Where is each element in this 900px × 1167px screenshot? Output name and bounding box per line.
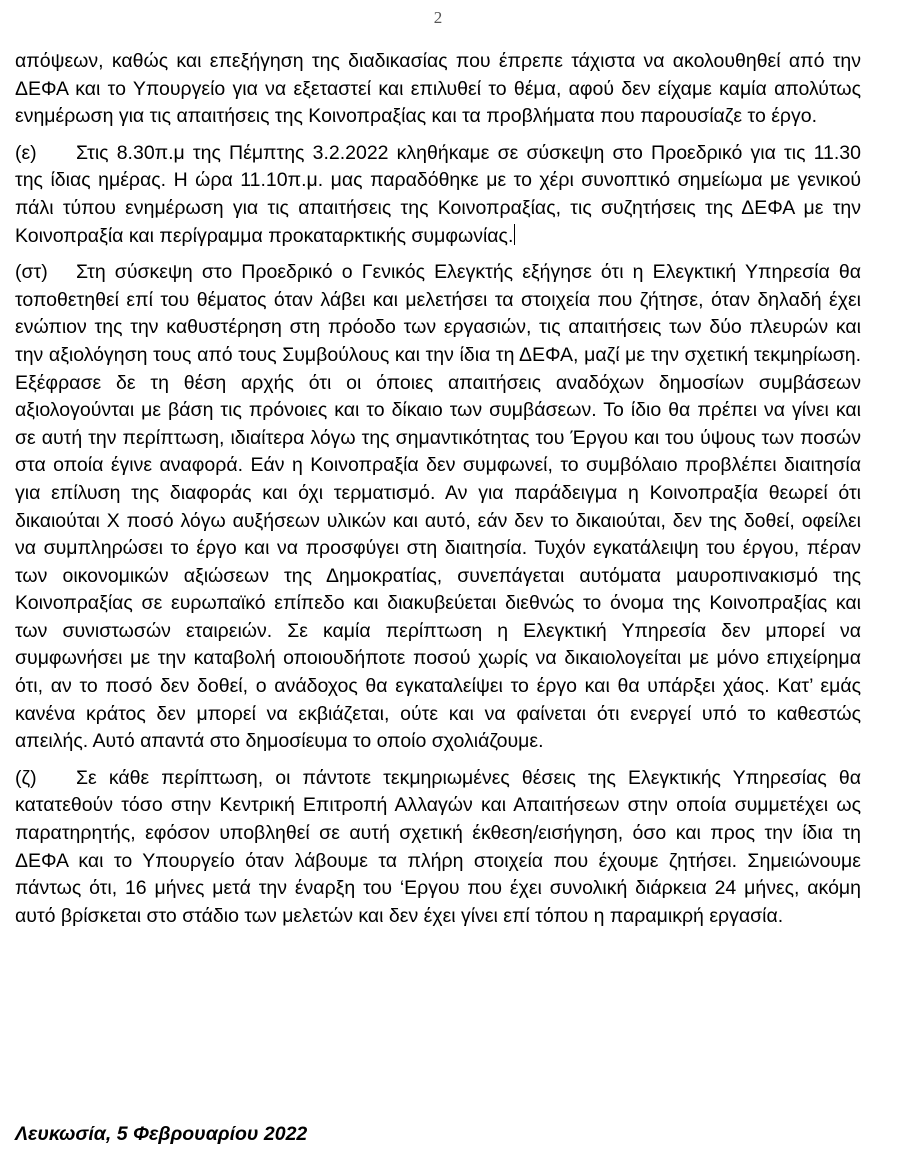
paragraph-st — [15, 259, 861, 756]
paragraph-text: Στη σύσκεψη στο Προεδρικό ο Γενικός Ελεγκτής εξήγησε ότι η Ελεγκτική Υπηρεσία θα τοποθετηθεί επί του θέματος όταν λάβει και μελετήσει τα στοιχεία που ζήτησε, όταν δηλαδή έχει ενώπιον της την καθυστέρηση στη πρόοδο των εργασιών, τις απαιτήσεις των δύο πλευρών και την αξιολόγηση τους από τους Συμβούλους και την ίδια τη ΔΕΦΑ, μαζί με την σχετική τεκμηρίωση. Εξέφρασε δε τη θέση αρχής ότι οι όποιες απαιτήσεις αναδόχων δημοσίων συμβάσεων αξιολογούνται με βάση τις πρόνοιες και το δίκαιο των συμβάσεων. Το ίδιο θα πρέπει να γίνει και σε αυτή την περίπτωση, ιδιαίτερα λόγω της σημαντικότητας του Έργου και του ύψους των ποσών στα οποία έγινε αναφορά. Εάν η Κοινοπραξία δεν συμφωνεί, το συμβόλαιο προβλέπει διαιτησία για επίλυση της διαφοράς και όχι τερματισμό. Αν για παράδειγμα η Κοινοπραξία θεωρεί ότι δικαιούται Χ ποσό λόγω αυξήσεων υλικών και αυτό, εάν δεν το δικαιούται, δεν της δοθεί, οφείλει να συμπληρώσει το έργο και να προσφύγει στη διαιτησία. Τυχόν εγκατάλειψη του έργου, πέραν των οικονομικών αξιώσεων της Δημοκρατίας, συνεπάγεται αυτόματα μαυροπινακισμό της Κοινοπραξίας σε ευρωπαϊκό επίπεδο και διακυβεύεται διεθνώς το όνομα της Κοινοπραξίας και των συνιστωσών εταιρειών. Σε καμία περίπτωση η Ελεγκτική Υπηρεσία δεν μπορεί να συμφωνήσει με την καταβολή οποιουδήποτε ποσού χωρίς να δικαιολογείται με μόνο επιχείρημα ότι, αν το ποσό δεν δοθεί, ο ανάδοχος θα εγκαταλείψει το έργο και θα υπάρξει χάος. Κατ’ εμάς κανένα κράτος δεν μπορεί να εκβιάζεται, ούτε και να φαίνεται ότι ενεργεί υπό το καθεστώς απειλής. Αυτό απαντά στο δημοσίευμα το οποίο σχολιάζουμε. — [15, 261, 861, 753]
paragraph-text: Σε κάθε περίπτωση, οι πάντοτε τεκμηριωμένες θέσεις της Ελεγκτικής Υπηρεσίας θα κατατεθούν τόσο στην Κεντρική Επιτροπή Αλλαγών και Απαιτήσεων στην οποία συμμετέχει ως παρατηρητής, εφόσον υποβληθεί σε αυτή σχετική έκθεση/εισήγηση, όσο και προς την ίδια τη ΔΕΦΑ και το Υπουργείο όταν λάβουμε τα πλήρη στοιχεία που έχουμε ζητήσει. Σημειώνουμε πάντως ότι, 16 μήνες μετά την έναρξη του ‘Εργου που έχει συνολική διάρκεια 24 μήνες, ακόμη αυτό βρίσκεται στο στάδιο των μελετών και δεν έχει γίνει επί τόπου η παραμικρή εργασία. — [15, 766, 861, 927]
paragraph-marker: (ε) — [15, 141, 37, 164]
document-body — [15, 48, 861, 930]
page-number: 2 — [433, 8, 443, 27]
paragraph-z — [15, 765, 861, 931]
paragraph-intro: απόψεων, καθώς και επεξήγηση της διαδικασίας που έπρεπε τάχιστα να ακολουθηθεί από την ΔΕΦΑ και το Υπουργείο για να εξεταστεί και επιλυθεί το θέμα, αφού δεν είχαμε καμία απολύτως ενημέρωση για τις απαιτήσεις της Κοινοπραξίας και τα προβλήματα που παρουσίαζε το έργο. — [15, 50, 861, 128]
paragraph-e — [15, 140, 861, 250]
place-date-signoff: Λευκωσία, 5 Φεβρουαρίου 2022 — [15, 1123, 308, 1145]
text-cursor — [514, 224, 515, 245]
paragraph-text: Στις 8.30π.μ της Πέμπτης 3.2.2022 κληθήκαμε σε σύσκεψη στο Προεδρικό για τις 11.30 της ίδιας ημέρας. Η ώρα 11.10π.μ. μας παραδόθηκε με το χέρι συνοπτικό σημείωμα με γενικού πάλι τύπου ενημέρωση για τις απαιτήσεις της Κοινοπραξίας, τις συζητήσεις της ΔΕΦΑ με την Κοινοπραξία και περίγραμμα προκαταρκτικής συμφωνίας. — [15, 141, 861, 247]
paragraph-marker: (στ) — [15, 261, 48, 284]
paragraph-marker: (ζ) — [15, 766, 37, 789]
